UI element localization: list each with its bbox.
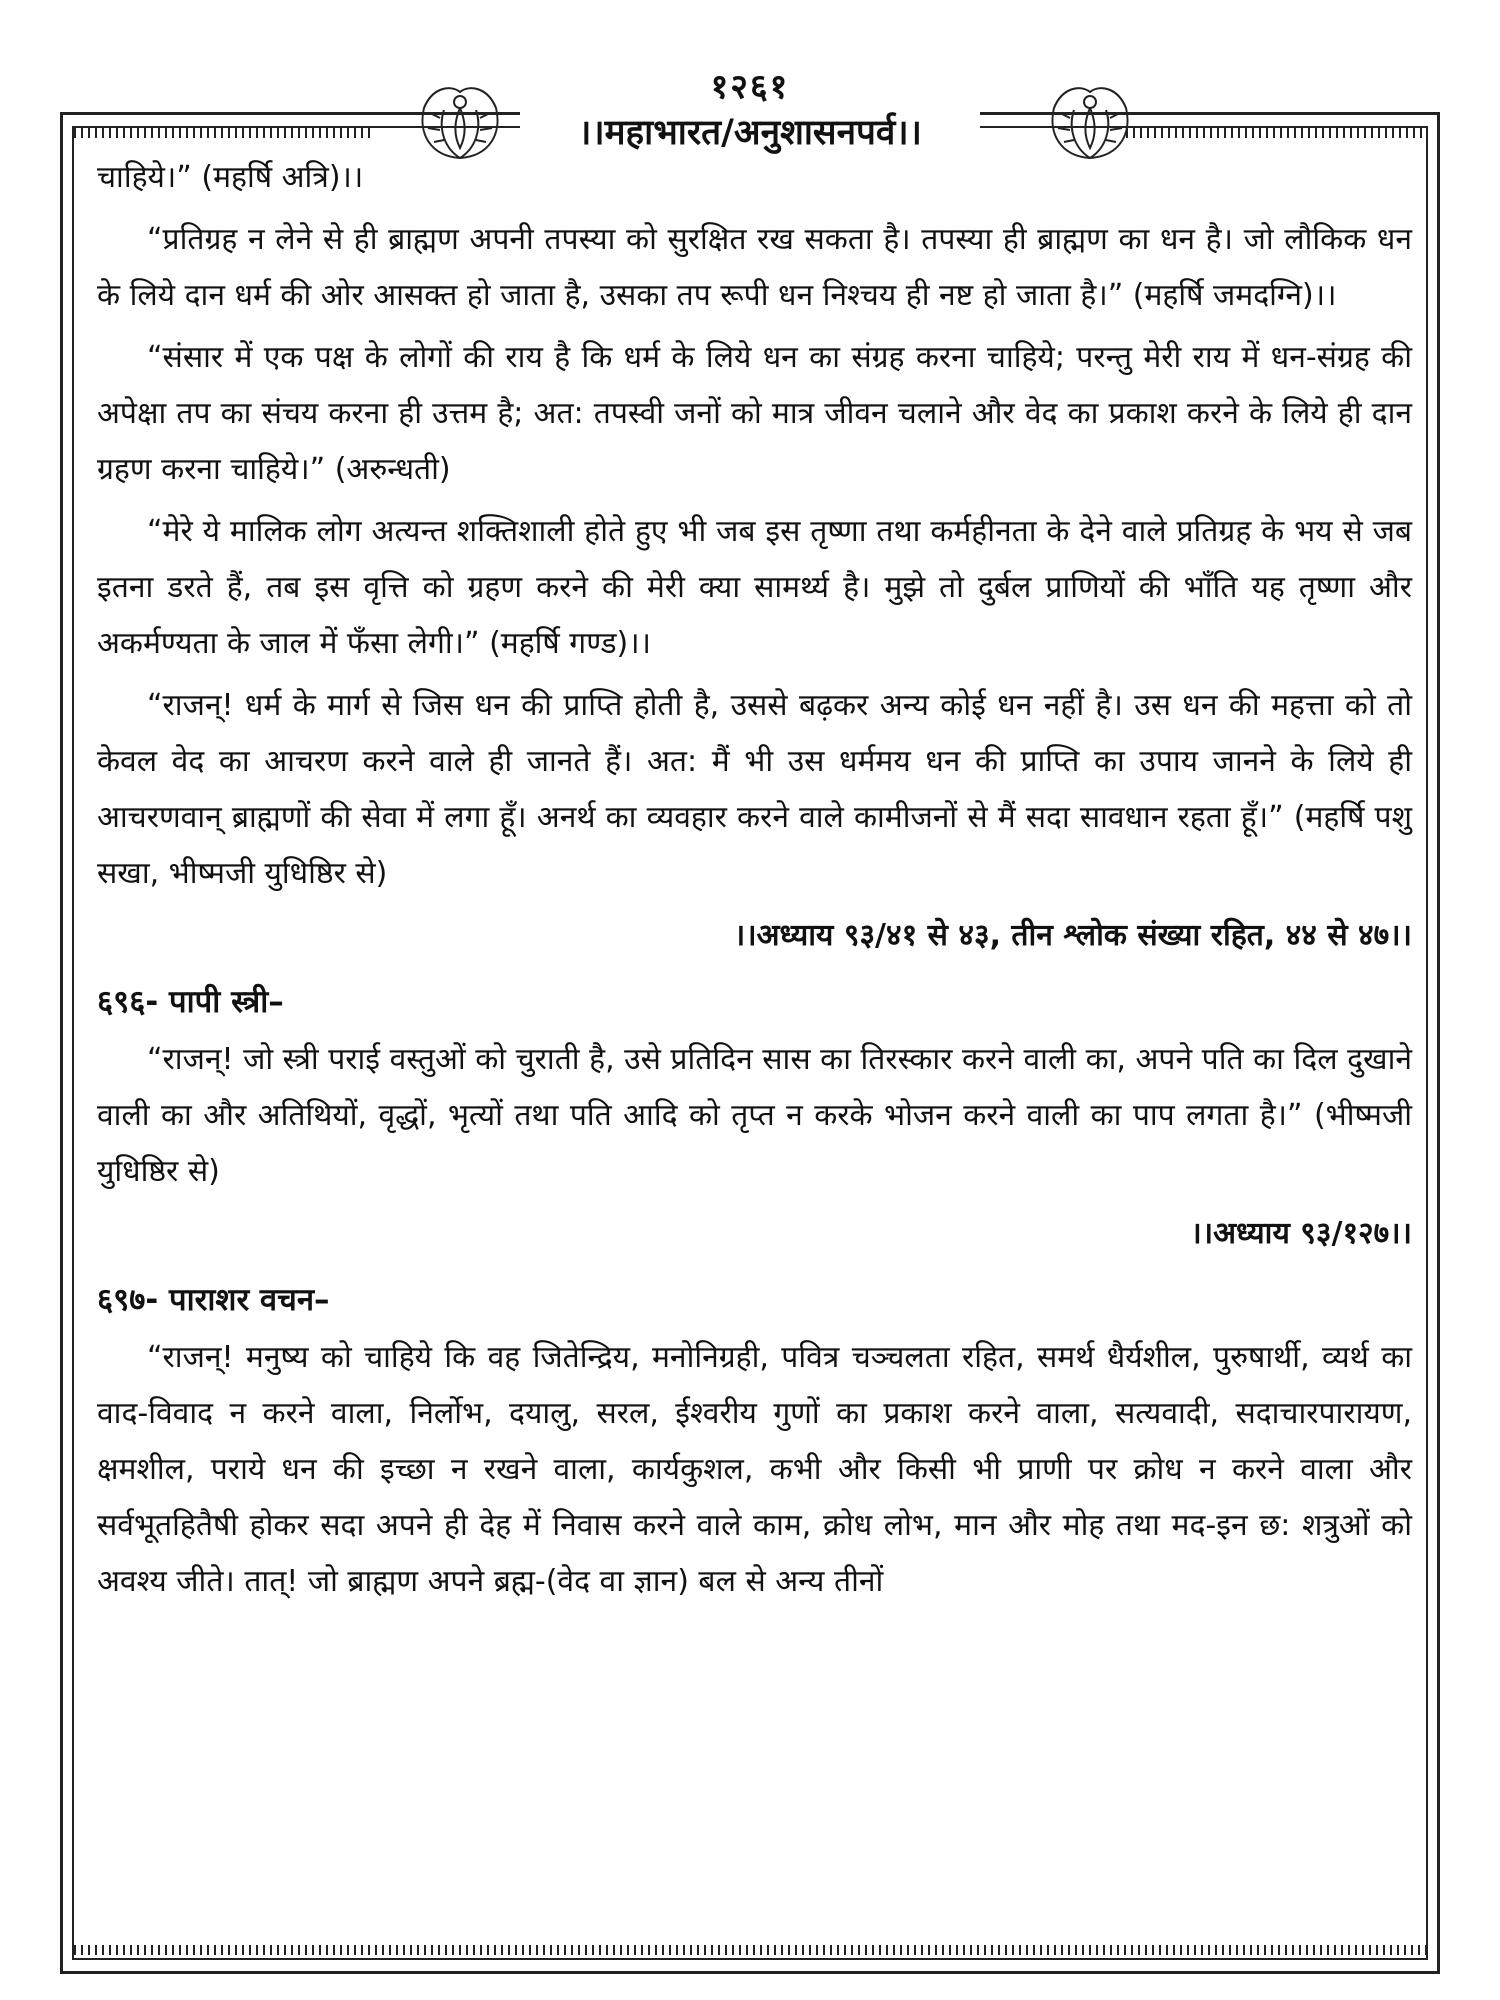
paragraph: चाहिये।” (महर्षि अत्रि)।। <box>97 160 364 195</box>
page-body <box>97 150 1412 1616</box>
border-decoration <box>74 1945 1426 1955</box>
section-heading: ६९६- पापी स्त्री– <box>97 984 284 1020</box>
section-heading: ६९७- पाराशर वचन– <box>97 1282 330 1318</box>
chapter-reference: ।।अध्याय ९३/४१ से ४३, तीन श्लोक संख्या रहित, ४४ से ४७।। <box>733 918 1412 953</box>
border-decoration <box>1126 128 1426 138</box>
paragraph: “संसार में एक पक्ष के लोगों की राय है कि धर्म के लिये धन का संग्रह करना चाहिये; परन्तु मेरी राय में धन-संग्रह की अपेक्षा तप का संचय करना ही उत्तम है; अत: तपस्वी जनों को मात्र जीवन चलाने और वेद का प्रकाश करने के लिये ही दान ग्रहण करना चाहिये।” (अरुन्धती) <box>97 340 1412 487</box>
paragraph: “प्रतिग्रह न लेने से ही ब्राह्मण अपनी तपस्या को सुरक्षित रख सकता है। तपस्या ही ब्राह्मण का धन है। जो लौकिक धन के लिये दान धर्म की ओर आसक्त हो जाता है, उसका तप रूपी धन निश्चय ही नष्ट हो जाता है।” (महर्षि जमदग्नि)।। <box>97 222 1412 313</box>
paragraph: “राजन्! धर्म के मार्ग से जिस धन की प्राप्ति होती है, उससे बढ़कर अन्य कोई धन नहीं है। उस धन की महत्ता को तो केवल वेद का आचरण करने वाले ही जानते हैं। अत: मैं भी उस धर्ममय धन की प्राप्ति का उपाय जानने के लिये ही आचरणवान् ब्राह्मणों की सेवा में लगा हूँ। अनर्थ का व्यवहार करने वाले कामीजनों से मैं सदा सावधान रहता हूँ।” (महर्षि पशु सखा, भीष्मजी युधिष्ठिर से) <box>97 688 1412 891</box>
border-decoration <box>74 128 374 138</box>
chapter-reference: ।।अध्याय ९३/१२७।। <box>1190 1216 1412 1251</box>
page-number: १२६१ <box>710 67 790 107</box>
paragraph: “राजन्! मनुष्य को चाहिये कि वह जितेन्द्रिय, मनोनिग्रही, पवित्र चञ्चलता रहित, समर्थ धैर्यशील, पुरुषार्थी, व्यर्थ का वाद-विवाद न करने वाला, निर्लोभ, दयालु, सरल, ईश्वरीय गुणों का प्रकाश करने वाला, सत्यवादी, सदाचारपारायण, क्षमशील, पराये धन की इच्छा न रखने वाला, कार्यकुशल, कभी और किसी भी प्राणी पर क्रोध न करने वाला और सर्वभूतहितैषी होकर सदा अपने ही देह में निवास करने वाले काम, क्रोध लोभ, मान और मोह तथा मद-इन छ: शत्रुओं को अवश्य जीते। तात्! जो ब्राह्मण अपने ब्रह्म-(वेद वा ज्ञान) बल से अन्य तीनों <box>97 1340 1412 1599</box>
paragraph: “मेरे ये मालिक लोग अत्यन्त शक्तिशाली होते हुए भी जब इस तृष्णा तथा कर्महीनता के देने वाले प्रतिग्रह के भय से जब इतना डरते हैं, तब इस वृत्ति को ग्रहण करने की मेरी क्या सामर्थ्य है। मुझे तो दुर्बल प्राणियों की भाँति यह तृष्णा और अकर्मण्यता के जाल में फँसा लेगी।” (महर्षि गण्ड)।। <box>97 514 1412 661</box>
running-title: ।।महाभारत/अनुशासनपर्व।। <box>520 108 980 155</box>
paragraph: “राजन्! जो स्त्री पराई वस्तुओं को चुराती है, उसे प्रतिदिन सास का तिरस्कार करने वाली का, अपने पति का दिल दुखाने वाली का और अतिथियों, वृद्धों, भृत्यों तथा पति आदि को तृप्त न करके भोजन करने वाली का पाप लगता है।” (भीष्मजी युधिष्ठिर से) <box>97 1042 1412 1189</box>
